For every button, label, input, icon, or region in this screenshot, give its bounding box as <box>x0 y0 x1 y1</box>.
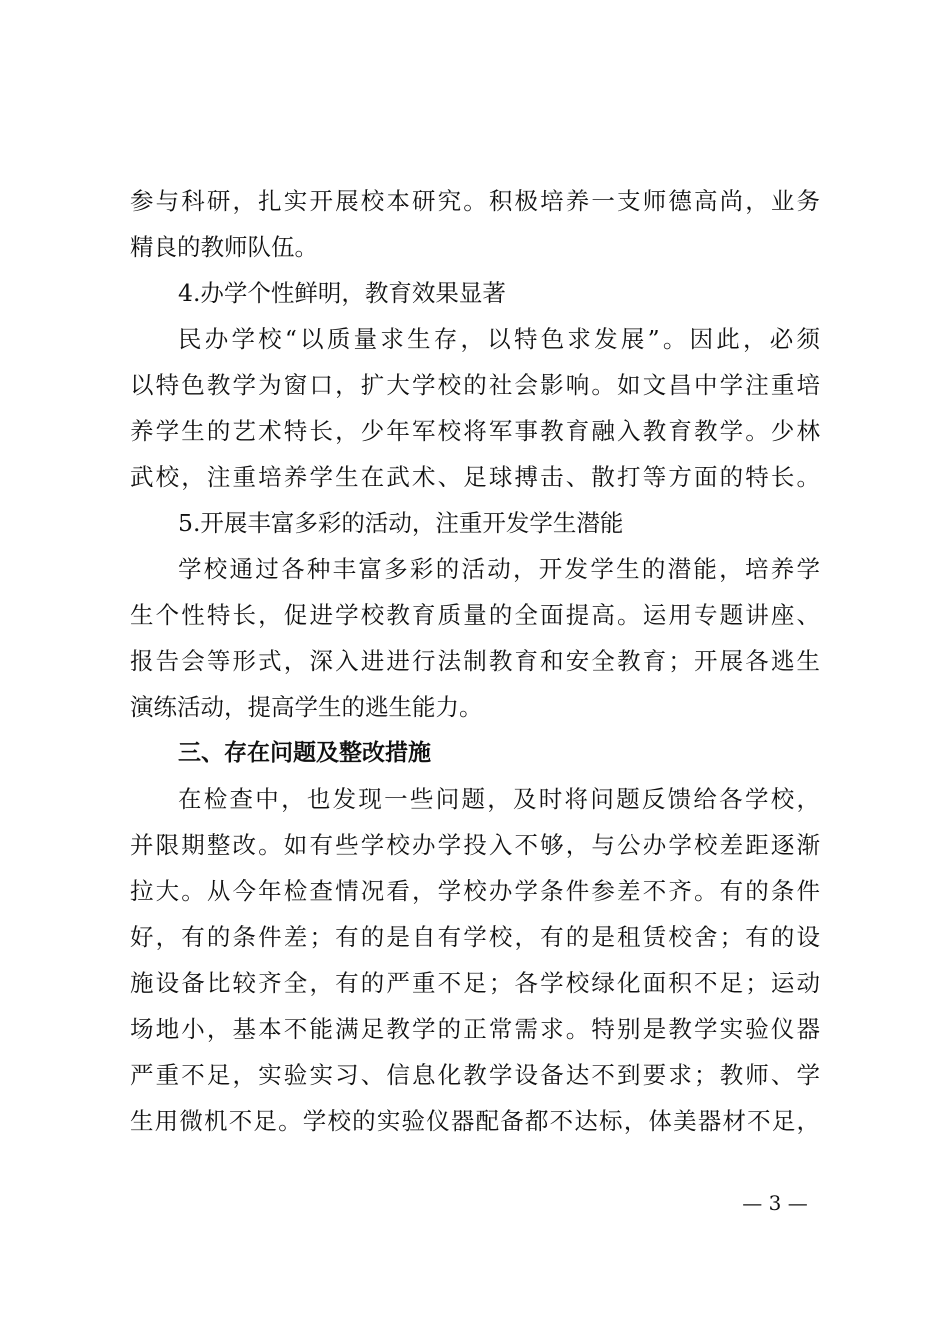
page-number: — 3 — <box>742 1191 808 1215</box>
body-text-line: 学校通过各种丰富多彩的活动，开发学生的潜能，培养学 <box>178 555 820 583</box>
body-text-line: 施设备比较齐全，有的严重不足；各学校绿化面积不足；运动 <box>130 969 820 997</box>
body-text-line: 养学生的艺术特长，少年军校将军事教育融入教育教学。少林 <box>130 417 820 445</box>
body-text-line: 参与科研，扎实开展校本研究。积极培养一支师德高尚，业务 <box>130 187 820 215</box>
body-text-line: 在检查中，也发现一些问题，及时将问题反馈给各学校， <box>178 785 820 813</box>
body-text-line: 场地小，基本不能满足教学的正常需求。特别是教学实验仪器 <box>130 1015 820 1043</box>
body-text-line: 并限期整改。如有些学校办学投入不够，与公办学校差距逐渐 <box>130 831 820 859</box>
body-text-line: 好，有的条件差；有的是自有学校，有的是租赁校舍；有的设 <box>130 923 820 951</box>
body-text-line: 演练活动，提高学生的逃生能力。 <box>130 693 483 721</box>
body-text-line: 民办学校“以质量求生存，以特色求发展”。因此，必须 <box>178 325 820 353</box>
section-subheading: 4.办学个性鲜明，教育效果显著 <box>178 279 506 307</box>
body-text-line: 武校，注重培养学生在武术、足球搏击、散打等方面的特长。 <box>130 463 820 491</box>
body-text-line: 以特色教学为窗口，扩大学校的社会影响。如文昌中学注重培 <box>130 371 820 399</box>
section-heading: 三、存在问题及整改措施 <box>178 740 431 766</box>
body-text-line: 生个性特长，促进学校教育质量的全面提高。运用专题讲座、 <box>130 601 820 629</box>
body-text-line: 精良的教师队伍。 <box>130 233 318 261</box>
body-text-line: 生用微机不足。学校的实验仪器配备都不达标，体美器材不足， <box>130 1107 820 1135</box>
section-subheading: 5.开展丰富多彩的活动，注重开发学生潜能 <box>178 509 624 537</box>
body-text-line: 拉大。从今年检查情况看，学校办学条件参差不齐。有的条件 <box>130 877 820 905</box>
body-text-line: 严重不足，实验实习、信息化教学设备达不到要求；教师、学 <box>130 1061 820 1089</box>
body-text-line: 报告会等形式，深入进进行法制教育和安全教育；开展各逃生 <box>130 647 820 675</box>
